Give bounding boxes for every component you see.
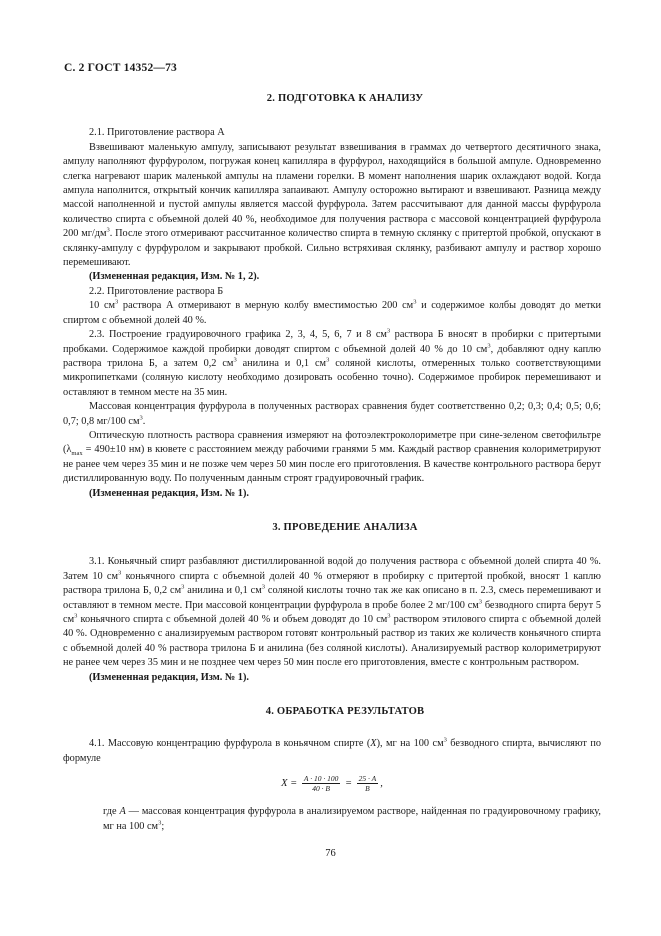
superscript: 3 <box>326 356 330 364</box>
superscript: 3 <box>139 414 143 422</box>
spacer <box>63 501 601 521</box>
superscript: 3 <box>478 598 483 606</box>
paragraph-2-1-text <box>63 141 601 271</box>
superscript: 3 <box>106 226 110 234</box>
formula-equals: = <box>344 778 353 790</box>
text-run: — <box>125 806 142 818</box>
superscript: 3 <box>261 583 265 591</box>
text-run: Взвешивают маленькую ампулу, записывают результат взвешивания в граммах до четвертого десятичного знака, ампулу наполняют фурфуролом, погружая конец капилляра в фурфурол, находящийся в большой ампуле. Одновременно слегка нагревают шарик маленькой ампулы на пламени горелки. В момент наполнения шарик охлаждают водой. Когда ампула наполнится, открытый кончик капилляра запаивают. Ампулу осторожно вытирают и взвешивают. Разница между массой наполненной и пустой ампулы является массой фурфурола. Затем рассчитывают для данной массы фурфурола количество спирта с объемной долей 40 %, необходимое для получения раствора с массовой концентрацией фурфурола 200 мг/дм <box>63 141 601 240</box>
spacer <box>63 685 601 705</box>
superscript: 3 <box>115 298 119 306</box>
superscript: 3 <box>443 737 447 745</box>
paragraph-2-2-text <box>63 299 601 328</box>
fraction-denominator: 40 · B <box>312 784 330 794</box>
section-title-preparation: 2. ПОДГОТОВКА К АНАЛИЗУ <box>266 93 424 104</box>
text-run: и содержимое колбы доводят до метки спиртом с объемной долей 40 %. <box>63 300 601 326</box>
amendment-note: (Измененная редакция, Изм. № 1, 2). <box>89 271 260 283</box>
text-run: безводного спирта берут 5 см <box>63 599 601 625</box>
formula-lhs: X = <box>281 778 298 790</box>
page-number: 76 <box>325 848 336 859</box>
amendment-note: (Измененная редакция, Изм. № 1). <box>89 487 249 499</box>
formula <box>63 774 601 793</box>
superscript: 3 <box>413 298 417 306</box>
spacer <box>63 535 601 555</box>
text-run: 3.1. Коньячный спирт разбавляют дистиллированной водой до получения раствора с объемной долей спирта 40 %. Затем 10 см <box>63 556 601 582</box>
text-run: коньячного спирта с объемной долей 40 % и объем доводят до 10 см <box>77 614 388 625</box>
paragraph-2-1-title: 2.1. Приготовление раствора А <box>89 127 225 139</box>
formula-fraction-1 <box>302 774 340 793</box>
document-body <box>63 92 601 834</box>
text-run: 10 см <box>89 300 116 312</box>
formula-end: , <box>380 778 383 790</box>
text-run: 2.3. Построение градуировочного графика 2, 3, 4, 5, 6, 7 и 8 см <box>89 329 387 341</box>
text-run: Массовая концентрация фурфурола в полученных растворах сравнения будет соответственно 0,2; 0,3; 0,4; 0,5; 0,6; 0,7; 0,8 мг/100 см <box>63 401 601 427</box>
text-run: раствора А отмеривают в мерную колбу вместимостью 200 см <box>118 300 414 312</box>
paragraph-2-3 <box>63 328 601 400</box>
variable-x: X <box>370 738 377 750</box>
paragraph-optical-density <box>63 429 601 487</box>
text-run: анилина и 0,1 см <box>184 585 262 597</box>
superscript: 3 <box>118 569 122 577</box>
text-run: . <box>142 415 146 427</box>
page-header: С. 2 ГОСТ 14352—73 <box>64 62 177 74</box>
text-run: 4.1. Массовую концентрацию фурфурола в коньячном спирте ( <box>89 738 371 750</box>
fraction-numerator: 25 · A <box>358 774 377 784</box>
paragraph-2-2-title: 2.2. Приготовление раствора Б <box>89 285 224 297</box>
superscript: 3 <box>387 612 391 620</box>
text-run: соляной кислоты, отмеренных только соответствующими микропипетками (соляную кислоту необходимо дозировать особенно точно). Содержимое пробирок перемешивают и оставляют в темном месте на 35 мин. <box>63 357 601 398</box>
text-run: где <box>103 806 120 818</box>
text-run: = 490±10 нм) в кювете с расстоянием между рабочими гранями 5 мм. Каждый раствор сравнения колориметрируют не ранее чем через 35 мин и не позже чем через 50 мин после его приготовления. В качестве контрольного раствора берут дистиллированную воду. По полученным данным строят градуировочный график. <box>63 444 601 485</box>
fraction-numerator: A · 10 · 100 <box>303 774 339 784</box>
text-run: раствора Б вносят в пробирки с притертыми пробками. Содержимое каждой пробирки доводят спиртом с объемной долей 40 % до 10 см <box>63 329 601 355</box>
variable-a: A <box>119 806 126 818</box>
spacer <box>63 719 601 737</box>
text-run: ), мг на 100 см <box>376 738 444 750</box>
section-title-results: 4. ОБРАБОТКА РЕЗУЛЬТАТОВ <box>265 706 425 718</box>
text-run: раствором этилового спирта с объемной долей 40 %. Одновременно с анализируемым раствором готовят контрольный раствор из таких же количеств коньячного спирта с объемной долей 40 % раствора трилона Б и анилина (без соляной кислоты). Анализируемый раствор колориметрируют не ранее чем через 35 мин и не позднее чем через 50 мин после его приготовления, вместе с контрольным раствором. <box>63 614 601 669</box>
subscript: max <box>71 450 83 458</box>
superscript: 3 <box>181 583 185 591</box>
text-run: коньячного спирта с объемной долей 40 % отмеряют в пробирку с притертой пробкой, вносят 1 каплю раствора трилона Б, 0,2 см <box>63 570 601 597</box>
superscript: 3 <box>487 342 491 350</box>
superscript: 3 <box>386 327 391 335</box>
spacer <box>63 106 601 126</box>
superscript: 3 <box>233 356 237 364</box>
superscript: 3 <box>158 819 162 827</box>
paragraph-4-1 <box>63 737 601 766</box>
text-run: анилина и 0,1 см <box>236 357 327 369</box>
paragraph-3-1 <box>63 555 601 670</box>
text-run: массовая концентрация фурфурола в анализируемом растворе, найденная по градуировочному графику, мг на 100 см <box>103 806 601 832</box>
text-run: безводного спирта, вычисляют по формуле <box>63 738 602 764</box>
paragraph-mass-concentration <box>63 400 601 429</box>
variable-definition <box>63 805 601 834</box>
superscript: 3 <box>74 612 78 620</box>
fraction-denominator: B <box>365 784 370 794</box>
text-run: ; <box>161 820 165 832</box>
text-run: соляной кислоты точно так же как описано в п. 2.3, смесь перемешивают и оставляют в темном месте. При массовой концентрации фурфурола в пробе более 2 мг/100 см <box>63 585 601 611</box>
text-run: , добавляют одну каплю раствора трилона Б, а затем 0,2 см <box>63 343 601 369</box>
amendment-note: (Измененная редакция, Изм. № 1). <box>89 671 249 683</box>
text-run: . После этого отмеривают рассчитанное количество спирта в темную склянку с притертой пробкой, опускают в склянку-ампулу с фурфуролом и закрывают пробкой. Сильно встряхивая склянку, разбивают ампулу и раствор хорошо перемешивают. <box>63 228 601 269</box>
text-run: Оптическую плотность раствора сравнения измеряют на фотоэлектроколориметре при сине-зеленом светофильтре (λ <box>63 429 601 456</box>
section-title-analysis: 3. ПРОВЕДЕНИЕ АНАЛИЗА <box>272 521 418 533</box>
formula-fraction-2 <box>357 774 379 793</box>
